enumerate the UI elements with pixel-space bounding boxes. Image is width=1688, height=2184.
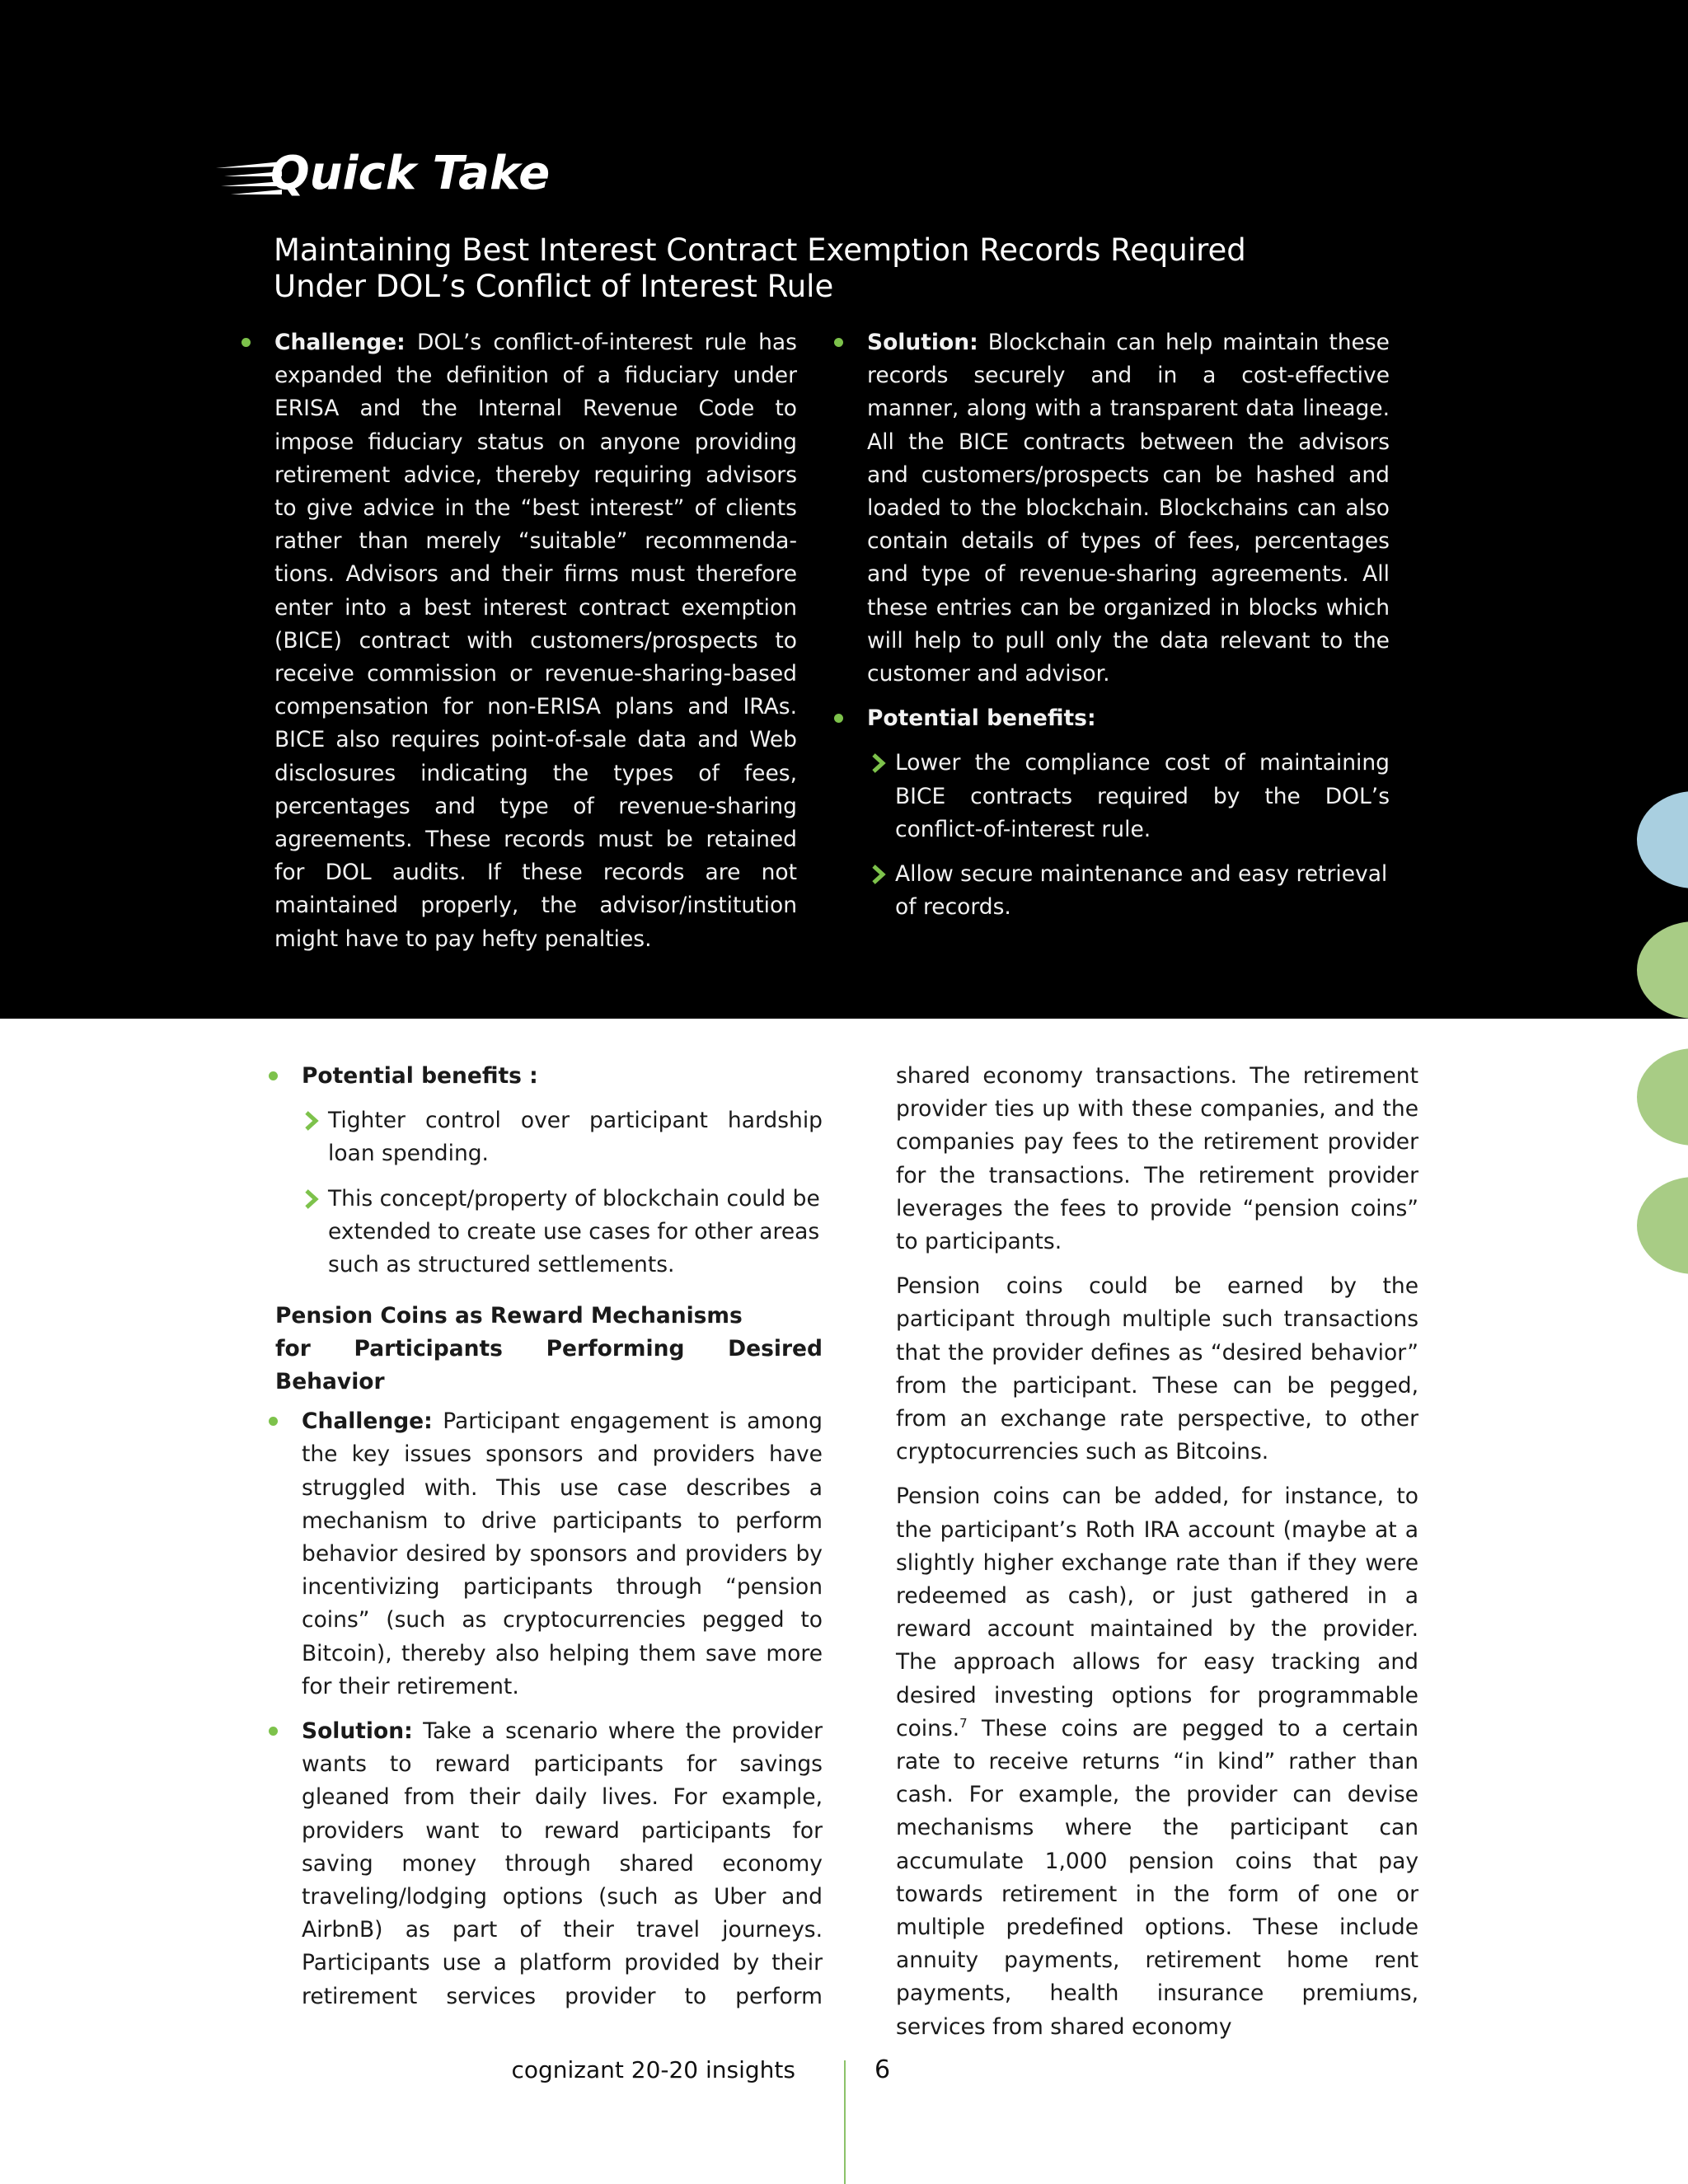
benefits-bullet [867, 702, 1390, 735]
benefit-text: This concept/property of blockchain could be extended to create use cases for other areas such as structured settlements. [328, 1185, 820, 1278]
quick-take-panel [0, 0, 1688, 1019]
page-number: 6 [874, 2055, 891, 2084]
solution-text: Take a scenario where the provider wants to reward participants for savings gleaned from their daily lives. For example, providers want to reward participants for saving money through shared economy traveling/lodging options (such as Uber and AirbnB) as part of their travel journeys. Participants use a platform provided by their retirement services provider to perform [302, 1718, 823, 2009]
quick-take-left-column [274, 326, 797, 956]
chevron-right-icon [302, 1109, 321, 1132]
body-paragraph: Pension coins could be earned by the participant through multiple such transactions that the provider defines as “desired behavior” from the participant. These can be pegged, from an exchange rate perspective, to other cryptocurrencies such as Bitcoins. [896, 1273, 1418, 1465]
chevron-right-icon [869, 752, 889, 775]
title-line-2: Under DOL’s Conflict of Interest Rule [274, 269, 834, 304]
bullet-dot-icon [834, 338, 843, 347]
challenge-bullet [302, 1405, 823, 1704]
solution-label: Solution: [302, 1718, 413, 1745]
bullet-dot-icon [241, 338, 251, 347]
challenge-text: Participant engagement is among the key issues sponsors and providers have struggled with. This use case describes a mechanism to drive participants to perform behavior desired by sponsors and providers by incentivizing participants through “pension coins” (such as cryptocurrencies pegged to Bitcoin), thereby also helping them save more for their retirement. [302, 1408, 823, 1699]
publication-name: cognizant 20-20 insights [511, 2056, 795, 2083]
paragraph-text: Pension coins can be added, for instance, to the participant’s Roth IRA account (maybe at a slightly higher exchange rate than if they were redeemed as cash), or just gathered in a reward account maintained by the provider. The approach allows for easy tracking and desired investing options for programmable coins. [896, 1483, 1418, 1741]
benefits-bullet [302, 1060, 823, 1093]
body-right-column [896, 1060, 1418, 2044]
benefit-text: Allow secure maintenance and easy retrieval of records. [895, 861, 1388, 921]
bullet-dot-icon [269, 1417, 278, 1426]
solution-text: Blockchain can help maintain these records securely and in a cost-effective manner, along with a transparent data lineage. All the BICE contracts between the advisors and customers/prospects can be hashed and loaded to the blockchain. Blockchains can also contain details of types of fees, percentages and type of revenue-sharing agreements. All these entries can be organized in blocks which will help to pull only the data relevant to the customer and advisor. [867, 330, 1390, 687]
solution-bullet [867, 326, 1390, 691]
quick-take-right-column [867, 326, 1390, 924]
footnote-ref[interactable]: 7 [959, 1716, 968, 1732]
benefits-label: Potential benefits: [867, 705, 1096, 732]
section-heading [275, 1300, 823, 1399]
benefit-item [328, 1183, 823, 1282]
benefit-item [895, 858, 1390, 924]
benefit-text: Lower the compliance cost of maintaining BICE contracts required by the DOL’s conflict-of-interest rule. [895, 750, 1390, 842]
section-title-line-1: Pension Coins as Reward Mechanisms [275, 1303, 743, 1329]
challenge-text: DOL’s conflict-of-interest rule has expanded the definition of a fiduciary under ERISA and the Internal Revenue Code to impose fiduciary status on anyone providing retirement advice, thereby requiring advisors to give advice in the “best interest” of clients rather than merely “suitable” recommendations. Advisors and their firms must therefore enter into a best interest contract exemption (BICE) contract with customers/prospects to receive commission or revenue-sharing-based compensation for non-ERISA plans and IRAs. BICE also requires point-of-sale data and Web disclosures indicating the types of fees, percentages and type of revenue-sharing agreements. These records must be retained for DOL audits. If these records are not maintained properly, the advisor/institution might have to pay hefty penalties. [274, 330, 797, 952]
challenge-bullet [274, 326, 797, 956]
section-title-line-2: for Participants Performing Desired Behavior [275, 1336, 823, 1395]
bullet-dot-icon [269, 1071, 278, 1080]
chevron-right-icon [302, 1188, 321, 1211]
paragraph-text: These coins are pegged to a certain rate to receive returns “in kind” rather than cash. For example, the provider can devise mechanisms where the participant can accumulate 1,000 pension coins that pay towards retirement in the form of one or multiple predefined options. These include annuity payments, retirement home rent payments, health insurance premiums, services from shared economy [896, 1715, 1418, 2040]
solution-bullet [302, 1715, 823, 2013]
benefit-item [895, 747, 1390, 846]
bullet-dot-icon [269, 1727, 278, 1736]
green-decor-circle [1637, 1048, 1688, 1146]
body-paragraph: shared economy transactions. The retirement provider ties up with these companies, and the companies pay fees to the retirement provider for the transactions. The retirement provider leverages the fees to provide “pension coins” to participants. [896, 1063, 1418, 1255]
benefit-item [328, 1104, 823, 1170]
benefits-label: Potential benefits : [302, 1063, 538, 1089]
quick-take-title [274, 232, 1428, 305]
body-paragraph [896, 1480, 1418, 2043]
solution-label: Solution: [867, 330, 978, 355]
chevron-right-icon [869, 863, 889, 886]
quick-take-brand: Quick Take [270, 147, 551, 200]
benefit-text: Tighter control over participant hardship loan spending. [328, 1108, 823, 1167]
footer-divider [844, 2060, 846, 2184]
green-decor-circle [1637, 1177, 1688, 1274]
body-left-column [275, 1060, 823, 2013]
challenge-label: Challenge: [302, 1408, 433, 1435]
title-line-1: Maintaining Best Interest Contract Exemption Records Required [274, 232, 1246, 268]
challenge-label: Challenge: [274, 330, 406, 355]
